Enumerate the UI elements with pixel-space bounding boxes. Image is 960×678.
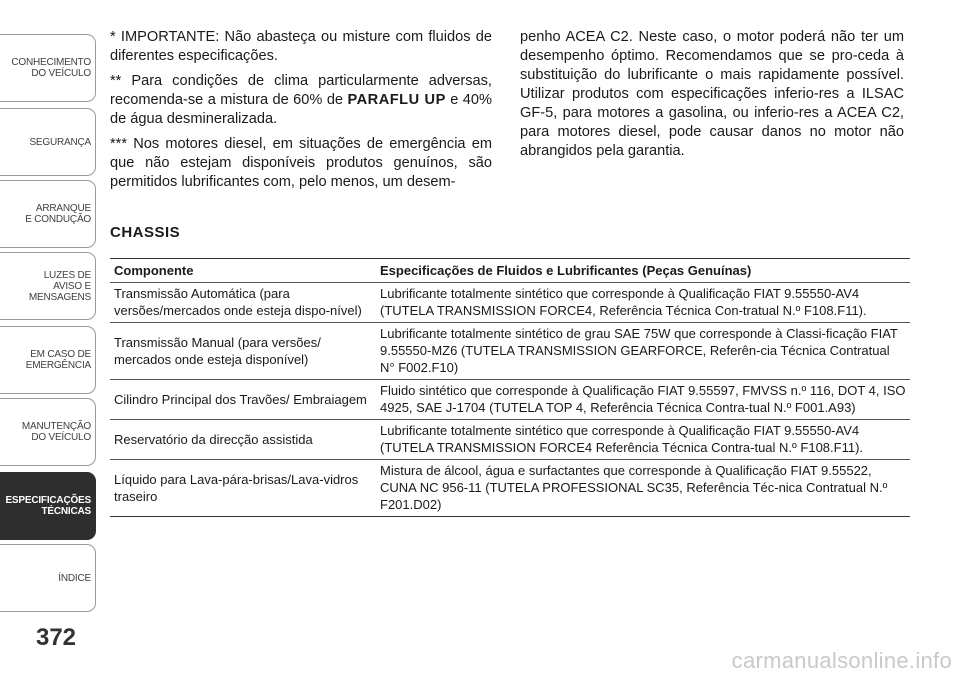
tab-label: ARRANQUE E CONDUÇÃO [25,203,91,225]
tab-luzes-de-aviso[interactable] [0,252,96,320]
tab-indice[interactable] [0,544,96,612]
cell-spec: Lubrificante totalmente sintético que corresponde à Qualificação FIAT 9.55550-AV4 (TUTELA TRANSMISSION FORCE4, Referência Técnica Con-tratual N.º F108.F11). [376,283,910,323]
chapter-tabs [0,0,98,678]
table-row [110,283,910,323]
tab-label: MANUTENÇÃO DO VEÍCULO [21,421,91,443]
cell-spec: Mistura de álcool, água e surfactantes que corresponde à Qualificação FIAT 9.55522, CUNA NC 956-11 (TUTELA PROFESSIONAL SC35, Referência Téc-nica Contratual N.º F201.D02) [376,460,910,517]
tab-em-caso-de-emergencia[interactable] [0,326,96,394]
table-row [110,323,910,380]
notes-left-column [110,28,492,198]
section-title: CHASSIS [110,224,181,241]
cell-component: Reservatório da direcção assistida [110,420,376,460]
tab-manutencao-do-veiculo[interactable] [0,398,96,466]
tab-label: EM CASO DE EMERGÊNCIA [25,349,91,371]
cell-component: Transmissão Automática (para versões/mercados onde esteja dispo-nível) [110,283,376,323]
tab-label: ESPECIFICAÇÕES TÉCNICAS [5,495,91,517]
table-row [110,420,910,460]
cell-component: Transmissão Manual (para versões/ mercados onde esteja disponível) [110,323,376,380]
tab-especificacoes-tecnicas[interactable] [0,472,96,540]
page-number: 372 [35,624,77,651]
note-text: e 40% de água desmineralizada. [110,92,493,127]
note-clima-adverso [110,72,492,129]
tab-label: CONHECIMENTO DO VEÍCULO [11,57,91,79]
tab-label: LUZES DE AVISO E MENSAGENS [28,269,91,303]
tab-seguranca[interactable] [0,108,96,176]
notes-right-column [520,28,904,167]
cell-component: Cilindro Principal dos Travões/ Embraiagem [110,380,376,420]
tab-label: SEGURANÇA [29,136,91,148]
cell-component: Líquido para Lava-pára-brisas/Lava-vidros traseiro [110,460,376,517]
note-text: ** Para condições de clima particularmente adversas, recomenda-se a mistura de 60% de [110,73,492,108]
note-motores-diesel-cont: penho ACEA C2. Neste caso, o motor poderá não ter um desempenho óptimo. Recomendamos que se pro-ceda à substituição do lubrificante o mais rapidamente possível. Utilizar produtos com especificações inferio-res a ILSAC GF-5, para motores a gasolina, ou inferio-res a ACEA C2, para motores diesel, pode causar danos no motor não abrangidos pela garantia. [520,29,904,159]
note-motores-diesel: *** Nos motores diesel, em situações de emergência em que não estejam disponíveis produtos genuínos, são permitidos lubrificantes com, pelo menos, um desem- [110,136,492,190]
table-row [110,380,910,420]
tab-label: ÍNDICE [58,572,91,584]
tab-conhecimento-do-veiculo[interactable] [0,34,96,102]
cell-spec: Lubrificante totalmente sintético que corresponde à Qualificação FIAT 9.55550-AV4 (TUTELA TRANSMISSION FORCE4 Referência Técnica Contra-tual N.º F108.F11). [376,420,910,460]
table-header-row [110,259,910,283]
column-header-componente: Componente [110,259,376,283]
note-importante: * IMPORTANTE: Não abasteça ou misture com fluidos de diferentes especificações. [110,29,492,64]
cell-spec: Lubrificante totalmente sintético de grau SAE 75W que corresponde à Classi-ficação FIAT 9.55550-MZ6 (TUTELA TRANSMISSION GEARFORCE, Referên-cia Técnica Contratual N° F002.F10) [376,323,910,380]
brand-paraflu-up: PARAFLU UP [347,92,446,108]
cell-spec: Fluido sintético que corresponde à Qualificação FIAT 9.55597, FMVSS n.º 116, DOT 4, ISO 4925, SAE J-1704 (TUTELA TOP 4, Referência Técnica Contra-tual N.º F001.A93) [376,380,910,420]
fluids-spec-table [110,258,910,517]
tab-arranque-e-conducao[interactable] [0,180,96,248]
column-header-especificacoes: Especificações de Fluidos e Lubrificantes (Peças Genuínas) [376,259,910,283]
table-row [110,460,910,517]
watermark: carmanualsonline.info [731,648,952,673]
